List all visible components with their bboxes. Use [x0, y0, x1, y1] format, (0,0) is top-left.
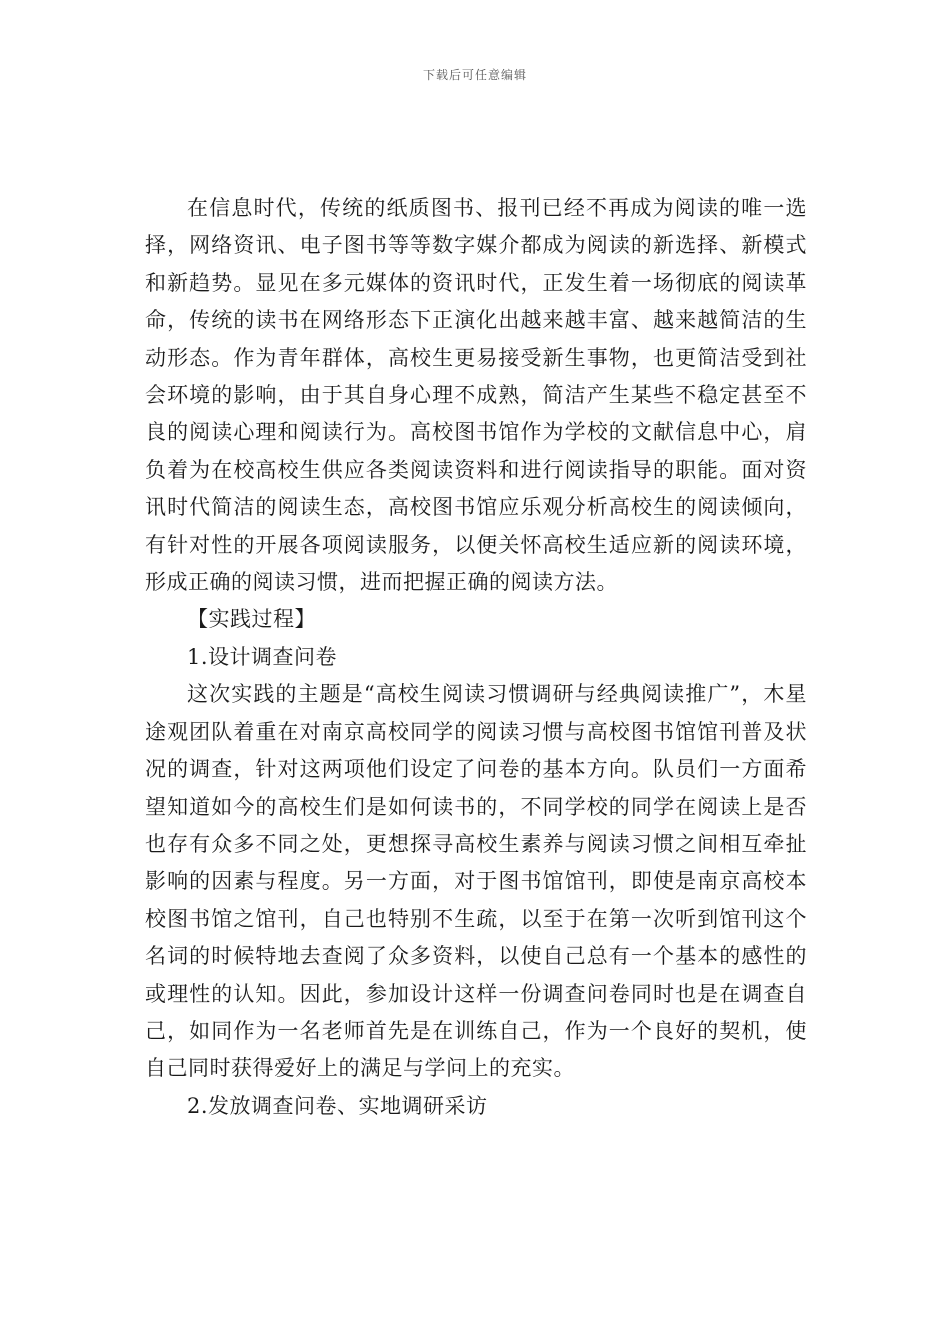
document-body [145, 190, 807, 1125]
page-header-note: 下载后可任意编辑 [422, 68, 527, 82]
step1-title: 1.设计调查问卷 [187, 644, 338, 669]
section-title: 【实践过程】 [187, 607, 316, 632]
intro-paragraph: 在信息时代，传统的纸质图书、报刊已经不再成为阅读的唯一选择，网络资讯、电子图书等等数字媒介都成为阅读的新选择、新模式和新趋势。显见在多元媒体的资讯时代，正发生着一场彻底的阅读革命，传统的读书在网络形态下正演化出越来越丰富、越来越简洁的生动形态。作为青年群体，高校生更易接受新生事物，也更简洁受到社会环境的影响，由于其自身心理不成熟，简洁产生某些不稳定甚至不良的阅读心理和阅读行为。高校图书馆作为学校的文献信息中心，肩负着为在校高校生供应各类阅读资料和进行阅读指导的职能。面对资讯时代简洁的阅读生态，高校图书馆应乐观分析高校生的阅读倾向，有针对性的开展各项阅读服务，以便关怀高校生适应新的阅读环境，形成正确的阅读习惯，进而把握正确的阅读方法。 [145, 196, 807, 595]
step2-title: 2.发放调查问卷、实地调研采访 [187, 1093, 488, 1118]
step1-paragraph: 这次实践的主题是“高校生阅读习惯调研与经典阅读推广”，木星途观团队着重在对南京高校同学的阅读习惯与高校图书馆馆刊普及状况的调查，针对这两项他们设定了问卷的基本方向。队员们一方面希望知道如今的高校生们是如何读书的，不同学校的同学在阅读上是否也存有众多不同之处，更想探寻高校生素养与阅读习惯之间相互牵扯影响的因素与程度。另一方面，对于图书馆馆刊，即使是南京高校本校图书馆之馆刊，自己也特别不生疏，以至于在第一次听到馆刊这个名词的时候特地去查阅了众多资料，以使自己总有一个基本的感性的或理性的认知。因此，参加设计这样一份调查问卷同时也是在调查自己，如同作为一名老师首先是在训练自己，作为一个良好的契机，使自己同时获得爱好上的满足与学问上的充实。 [145, 682, 807, 1081]
